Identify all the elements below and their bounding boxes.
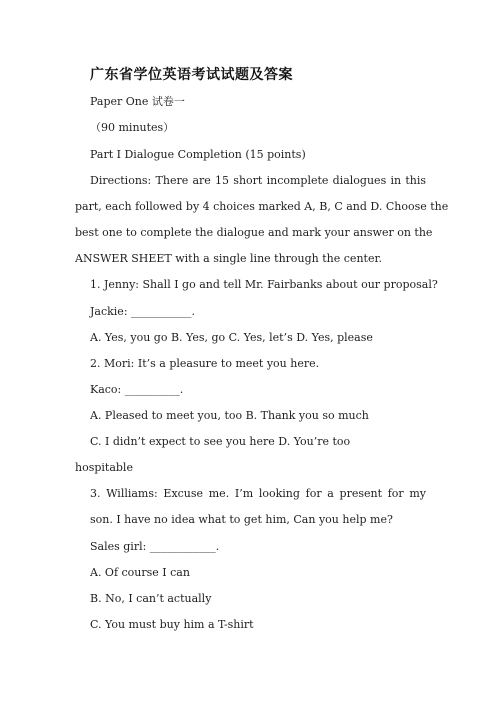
question-2-options-cd-cont: hospitable [75,461,133,474]
document-title: 广东省学位英语考试试题及答案 [90,67,293,83]
question-3-line-1: 3. Williams: Excuse me. I’m looking for a present for my [90,487,426,500]
question-3-option-a: A. Of course I can [90,566,190,579]
question-3-line-2: son. I have no idea what to get him, Can you help me? [90,513,393,526]
directions-line-1: Directions: There are 15 short incomplete dialogues in this [90,174,426,187]
duration-line: （90 minutes） [90,121,175,134]
question-2: 2. Mori: It’s a pleasure to meet you here. [90,357,320,370]
question-3-option-c: C. You must buy him a T-shirt [90,618,254,631]
question-1-options: A. Yes, you go B. Yes, go C. Yes, let’s D. Yes, please [90,331,373,344]
directions-line-4: ANSWER SHEET with a single line through the center. [75,252,383,265]
directions-line-2: part, each followed by 4 choices marked A, B, C and D. Choose the [75,200,449,213]
question-3-response: Sales girl: ____________. [90,540,220,553]
directions-line-3: best one to complete the dialogue and mark your answer on the [75,226,433,239]
question-3-option-b: B. No, I can’t actually [90,592,212,605]
part-heading: Part I Dialogue Completion (15 points) [90,148,306,161]
question-2-options-cd: C. I didn’t expect to see you here D. You’re too [90,435,351,448]
question-2-options-ab: A. Pleased to meet you, too B. Thank you so much [90,409,369,422]
question-2-response: Kaco: __________. [90,383,184,396]
question-1: 1. Jenny: Shall I go and tell Mr. Fairbanks about our proposal? [90,278,438,291]
paper-one-line: Paper One 试卷一 [90,95,185,108]
question-1-response: Jackie: ___________. [90,305,196,318]
